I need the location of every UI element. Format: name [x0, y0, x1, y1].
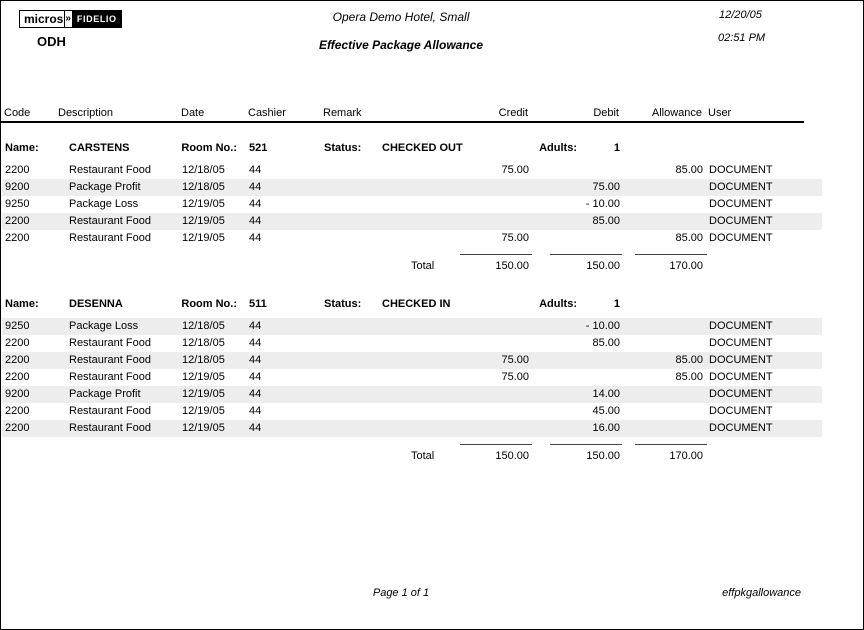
cell-credit: [439, 386, 529, 403]
total-credit: 150.00: [495, 450, 529, 462]
cell-date: 12/19/05: [182, 388, 225, 400]
cell-user: DOCUMENT: [709, 181, 773, 193]
cell-user: DOCUMENT: [709, 422, 773, 434]
transaction-row: [2, 335, 822, 352]
cell-description: Package Loss: [69, 320, 139, 332]
allowance-total-rule: [635, 444, 707, 445]
cell-cashier: 44: [249, 337, 262, 349]
name-label: Name:: [5, 298, 39, 310]
page-number: Page 1 of 1: [372, 587, 430, 599]
guest-header-row: [2, 296, 862, 313]
cell-code: 9250: [5, 320, 30, 332]
logo-arrow-icon: »: [65, 10, 72, 28]
cell-allowance: 85.00: [675, 354, 703, 366]
cell-cashier: 44: [249, 320, 262, 332]
cell-allowance: [613, 335, 703, 352]
cell-description: Restaurant Food: [69, 354, 151, 366]
cell-credit: [439, 179, 529, 196]
group-total-row: [2, 254, 862, 278]
cell-cashier: 44: [249, 388, 262, 400]
transaction-row: [2, 403, 822, 420]
cell-date: 12/18/05: [182, 181, 225, 193]
transaction-row: [2, 213, 822, 230]
column-header-user: User: [708, 107, 732, 119]
cell-code: 2200: [5, 337, 30, 349]
transaction-row: [2, 230, 822, 247]
cell-description: Package Profit: [69, 181, 141, 193]
cell-credit: [439, 420, 529, 437]
cell-credit: [439, 213, 529, 230]
column-header-credit: Credit: [498, 107, 528, 119]
column-header-allowance: Allowance: [651, 107, 702, 119]
cell-debit: [530, 230, 620, 247]
logo-micros-text: micros: [19, 10, 65, 28]
cell-code: 9250: [5, 198, 30, 210]
cell-user: DOCUMENT: [709, 354, 773, 366]
cell-allowance: 85.00: [675, 232, 703, 244]
print-time: 02:51 PM: [718, 32, 766, 44]
report-file-name: effpkgallowance: [722, 587, 801, 599]
cell-code: 9200: [5, 388, 30, 400]
cell-code: 9200: [5, 181, 30, 193]
total-allowance: 170.00: [669, 260, 703, 272]
transaction-row: [2, 196, 822, 213]
cell-date: 12/19/05: [182, 198, 225, 210]
allowance-total-rule: [635, 254, 707, 255]
credit-total-rule: [460, 444, 532, 445]
cell-description: Restaurant Food: [69, 215, 151, 227]
status-label: Status:: [324, 142, 362, 154]
print-date: 12/20/05: [719, 9, 762, 21]
name-label: Name:: [5, 142, 39, 154]
cell-date: 12/18/05: [182, 354, 225, 366]
cell-credit: 75.00: [501, 232, 529, 244]
hotel-name: Opera Demo Hotel, Small: [332, 10, 470, 24]
cell-user: DOCUMENT: [709, 320, 773, 332]
cell-debit: 85.00: [592, 215, 620, 227]
status-label: Status:: [324, 298, 362, 310]
cell-allowance: 85.00: [675, 371, 703, 383]
cell-code: 2200: [5, 405, 30, 417]
cell-debit: [530, 369, 620, 386]
property-code: ODH: [37, 34, 66, 49]
cell-debit: [530, 352, 620, 369]
status-value: CHECKED OUT: [382, 142, 463, 154]
cell-credit: 75.00: [501, 354, 529, 366]
column-header-date: Date: [181, 107, 205, 119]
adults-label: Adults:: [539, 142, 577, 154]
cell-credit: [439, 335, 529, 352]
cell-cashier: 44: [249, 164, 262, 176]
cell-code: 2200: [5, 232, 30, 244]
transaction-row: [2, 369, 822, 386]
total-debit: 150.00: [586, 260, 620, 272]
cell-description: Restaurant Food: [69, 371, 151, 383]
cell-user: DOCUMENT: [709, 198, 773, 210]
total-label: Total: [411, 260, 435, 272]
cell-debit: [530, 162, 620, 179]
cell-allowance: [613, 213, 703, 230]
room-label: Room No.:: [181, 298, 237, 310]
guest-group: [2, 140, 862, 278]
group-total-row: [2, 444, 862, 468]
cell-date: 12/19/05: [182, 405, 225, 417]
report-groups: [2, 123, 862, 468]
cell-debit: 45.00: [592, 405, 620, 417]
report-title: Effective Package Allowance: [318, 38, 484, 52]
cell-credit: 75.00: [501, 164, 529, 176]
column-header-code: Code: [4, 107, 31, 119]
debit-total-rule: [550, 254, 622, 255]
transaction-row: [2, 179, 822, 196]
cell-debit: 85.00: [592, 337, 620, 349]
transaction-row: [2, 352, 822, 369]
room-number: 521: [249, 142, 268, 154]
cell-cashier: 44: [249, 232, 262, 244]
cell-debit: 16.00: [592, 422, 620, 434]
room-label: Room No.:: [181, 142, 237, 154]
cell-user: DOCUMENT: [709, 215, 773, 227]
adults-label: Adults:: [539, 298, 577, 310]
cell-credit: [439, 403, 529, 420]
cell-cashier: 44: [249, 198, 262, 210]
cell-allowance: [613, 179, 703, 196]
cell-code: 2200: [5, 215, 30, 227]
cell-date: 12/18/05: [182, 337, 225, 349]
cell-description: Restaurant Food: [69, 422, 151, 434]
cell-user: DOCUMENT: [709, 337, 773, 349]
cell-credit: [439, 196, 529, 213]
guest-group: [2, 296, 862, 468]
group-rows: [2, 162, 862, 247]
cell-cashier: 44: [249, 422, 262, 434]
total-allowance: 170.00: [669, 450, 703, 462]
cell-date: 12/18/05: [182, 164, 225, 176]
cell-user: DOCUMENT: [709, 405, 773, 417]
adults-value: 1: [613, 298, 620, 310]
transaction-row: [2, 386, 822, 403]
cell-user: DOCUMENT: [709, 371, 773, 383]
total-debit: 150.00: [586, 450, 620, 462]
total-label: Total: [411, 450, 435, 462]
cell-allowance: [613, 420, 703, 437]
cell-code: 2200: [5, 371, 30, 383]
group-rows: [2, 318, 862, 437]
cell-description: Restaurant Food: [69, 337, 151, 349]
column-header-cashier: Cashier: [248, 107, 286, 119]
cell-date: 12/19/05: [182, 232, 225, 244]
cell-allowance: [613, 196, 703, 213]
cell-description: Restaurant Food: [69, 164, 151, 176]
cell-cashier: 44: [249, 371, 262, 383]
column-header-description: Description: [58, 107, 114, 119]
room-number: 511: [249, 298, 267, 310]
guest-name: DESENNA: [69, 298, 123, 310]
cell-user: DOCUMENT: [709, 232, 773, 244]
cell-date: 12/19/05: [182, 215, 225, 227]
adults-value: 1: [613, 142, 620, 154]
logo-fidelio-text: FIDELIO: [72, 10, 122, 28]
cell-user: DOCUMENT: [709, 164, 773, 176]
cell-cashier: 44: [249, 354, 262, 366]
cell-allowance: [613, 386, 703, 403]
debit-total-rule: [550, 444, 622, 445]
cell-debit: - 10.00: [585, 320, 620, 332]
cell-cashier: 44: [249, 181, 262, 193]
total-credit: 150.00: [495, 260, 529, 272]
status-value: CHECKED IN: [382, 298, 451, 310]
cell-debit: - 10.00: [585, 198, 620, 210]
cell-credit: [439, 318, 529, 335]
cell-debit: 75.00: [592, 181, 620, 193]
guest-header-row: [2, 140, 862, 157]
cell-debit: 14.00: [592, 388, 620, 400]
guest-name: CARSTENS: [69, 142, 130, 154]
cell-description: Package Profit: [69, 388, 141, 400]
transaction-row: [2, 420, 822, 437]
cell-credit: 75.00: [501, 371, 529, 383]
cell-code: 2200: [5, 422, 30, 434]
cell-cashier: 44: [249, 215, 262, 227]
column-header-remark: Remark: [323, 107, 362, 119]
credit-total-rule: [460, 254, 532, 255]
cell-date: 12/18/05: [182, 320, 225, 332]
column-header-debit: Debit: [593, 107, 619, 119]
cell-user: DOCUMENT: [709, 388, 773, 400]
cell-allowance: [613, 403, 703, 420]
cell-allowance: [613, 318, 703, 335]
cell-date: 12/19/05: [182, 422, 225, 434]
cell-code: 2200: [5, 164, 30, 176]
cell-allowance: 85.00: [675, 164, 703, 176]
transaction-row: [2, 318, 822, 335]
cell-description: Package Loss: [69, 198, 139, 210]
cell-description: Restaurant Food: [69, 405, 151, 417]
cell-description: Restaurant Food: [69, 232, 151, 244]
cell-cashier: 44: [249, 405, 262, 417]
transaction-row: [2, 162, 822, 179]
cell-date: 12/19/05: [182, 371, 225, 383]
cell-code: 2200: [5, 354, 30, 366]
